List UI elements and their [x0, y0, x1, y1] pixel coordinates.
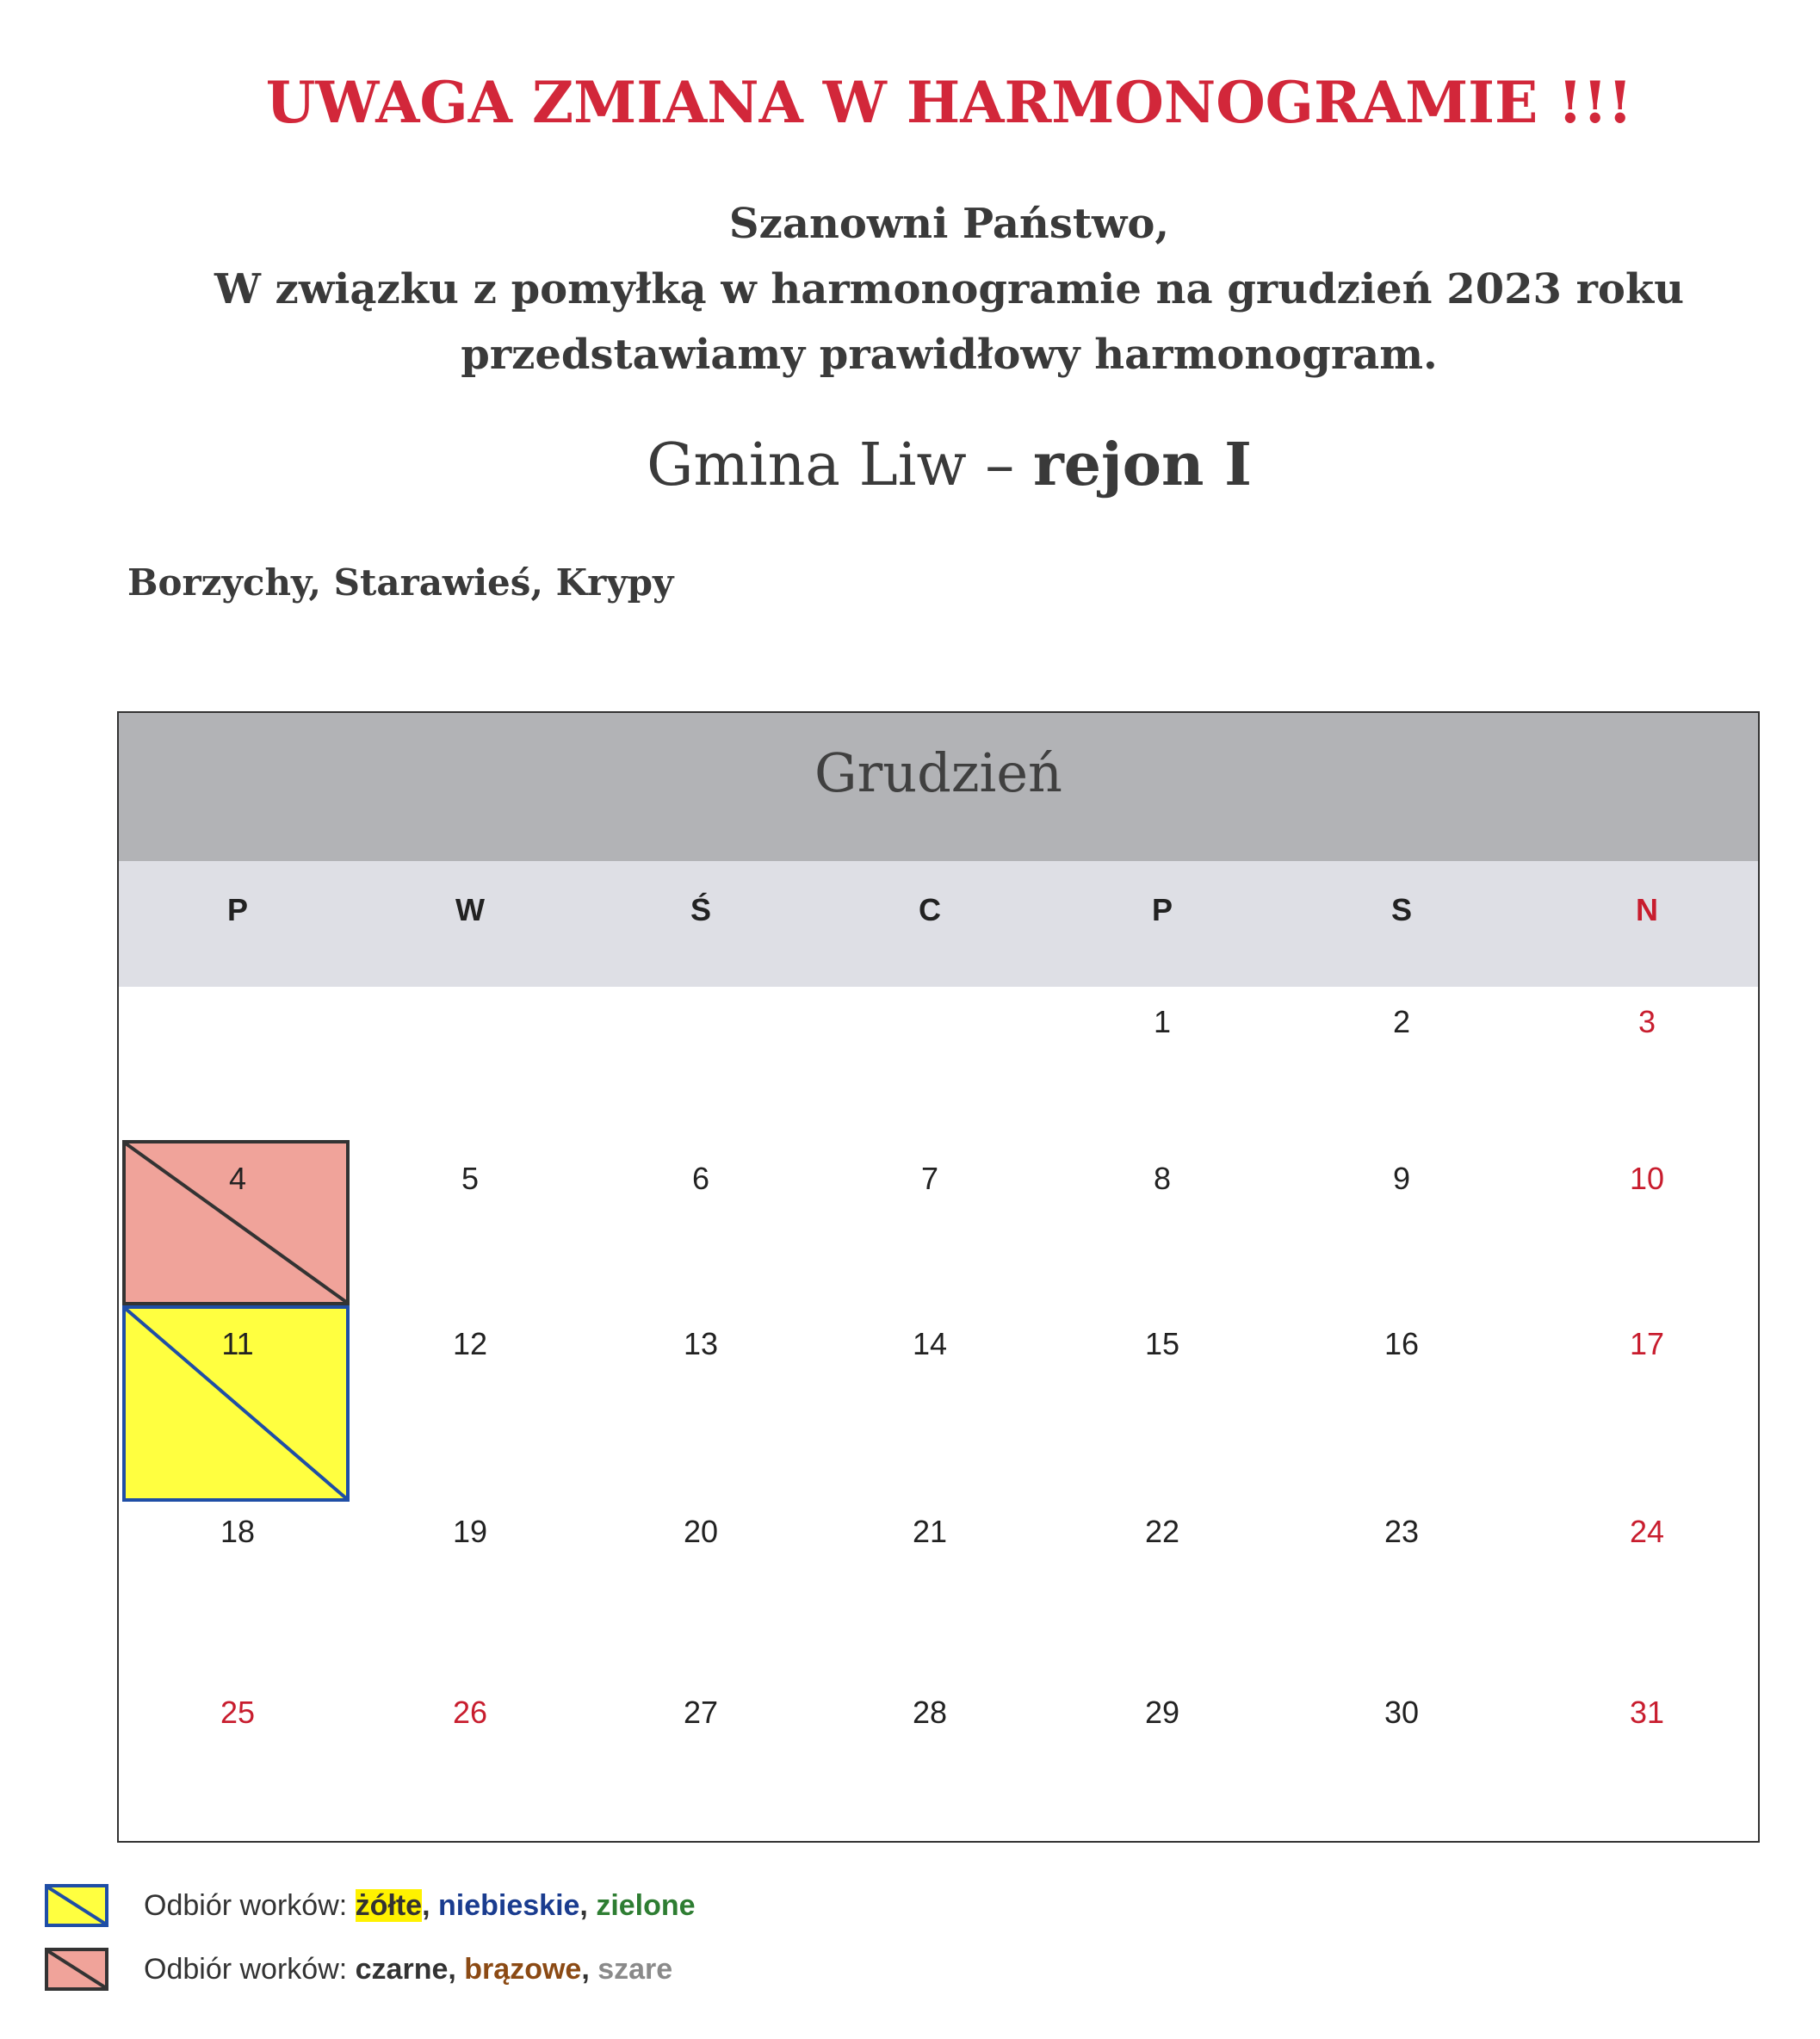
calendar-day: 2 — [1392, 1004, 1411, 1039]
legend-sep: , — [448, 1953, 465, 1986]
calendar-day: 27 — [683, 1695, 719, 1730]
calendar-day: 20 — [683, 1514, 719, 1549]
region-name: rejon I — [1032, 431, 1252, 499]
calendar-day: 6 — [691, 1161, 710, 1196]
calendar-day: 9 — [1392, 1161, 1411, 1196]
calendar-day: 13 — [683, 1326, 719, 1361]
weekday-label: W — [455, 892, 485, 927]
weekday-label: P — [226, 892, 248, 927]
calendar-day: 21 — [912, 1514, 948, 1549]
bag-brown: brązowe — [464, 1953, 582, 1986]
calendar-day: 25 — [220, 1695, 256, 1730]
legend-recyclable-text — [144, 1889, 696, 1923]
calendar-day: 12 — [452, 1326, 488, 1361]
calendar-day: 30 — [1384, 1695, 1420, 1730]
calendar-day: 4 — [228, 1161, 247, 1196]
intro-line-1: W związku z pomyłką w harmonogramie na grudzień 2023 roku — [214, 265, 1685, 313]
bag-black: czarne — [355, 1953, 449, 1986]
region-title — [0, 431, 1820, 499]
greeting: Szanowni Państwo, — [728, 200, 1170, 248]
legend-sep: , — [422, 1889, 438, 1922]
diagonal-stripe — [48, 1951, 105, 1987]
calendar-day: 8 — [1153, 1161, 1172, 1196]
legend-sep: , — [579, 1889, 597, 1922]
region-prefix: Gmina Liw – — [647, 431, 1015, 499]
weekday-label: C — [919, 892, 941, 927]
calendar-day: 10 — [1629, 1161, 1665, 1196]
warning-headline: UWAGA ZMIANA W HARMONOGRAMIE !!! — [265, 69, 1633, 136]
bag-green: zielone — [596, 1889, 696, 1922]
legend-mixed-label: Odbiór worków: — [144, 1953, 356, 1986]
calendar-day: 23 — [1384, 1514, 1420, 1549]
month-header — [119, 713, 1758, 861]
legend-sep: , — [581, 1953, 598, 1986]
calendar-day: 1 — [1153, 1004, 1172, 1039]
bag-yellow: żółte — [355, 1889, 423, 1922]
calendar-day: 29 — [1144, 1695, 1180, 1730]
bag-blue: niebieskie — [438, 1889, 580, 1922]
weekday-label: Ś — [690, 892, 711, 927]
calendar-day: 7 — [920, 1161, 939, 1196]
bag-grey: szare — [597, 1953, 673, 1986]
calendar-day: 28 — [912, 1695, 948, 1730]
calendar-day: 24 — [1629, 1514, 1665, 1549]
december-calendar — [117, 711, 1760, 1843]
calendar-day: 17 — [1629, 1326, 1665, 1361]
calendar-day: 16 — [1384, 1326, 1420, 1361]
weekday-label: P — [1151, 892, 1173, 927]
calendar-day: 19 — [452, 1514, 488, 1549]
calendar-day: 15 — [1144, 1326, 1180, 1361]
village-list: Borzychy, Starawieś, Krypy — [127, 561, 674, 604]
intro-line-2: przedstawiamy prawidłowy harmonogram. — [461, 331, 1438, 379]
calendar-day: 26 — [452, 1695, 488, 1730]
weekday-label: N — [1636, 892, 1658, 927]
calendar-day: 3 — [1637, 1004, 1656, 1039]
calendar-day: 14 — [912, 1326, 948, 1361]
legend-recyclable-label: Odbiór worków: — [144, 1889, 356, 1922]
weekday-label: S — [1390, 892, 1412, 927]
legend-mixed-text — [144, 1953, 672, 1986]
legend-recyclable-swatch — [45, 1884, 108, 1927]
diagonal-stripe — [48, 1887, 105, 1924]
calendar-day: 22 — [1144, 1514, 1180, 1549]
calendar-day: 5 — [461, 1161, 480, 1196]
calendar-day: 18 — [220, 1514, 256, 1549]
month-name: Grudzień — [814, 741, 1062, 804]
calendar-day: 31 — [1629, 1695, 1665, 1730]
legend-mixed-swatch — [45, 1948, 108, 1991]
calendar-day: 11 — [221, 1326, 254, 1361]
